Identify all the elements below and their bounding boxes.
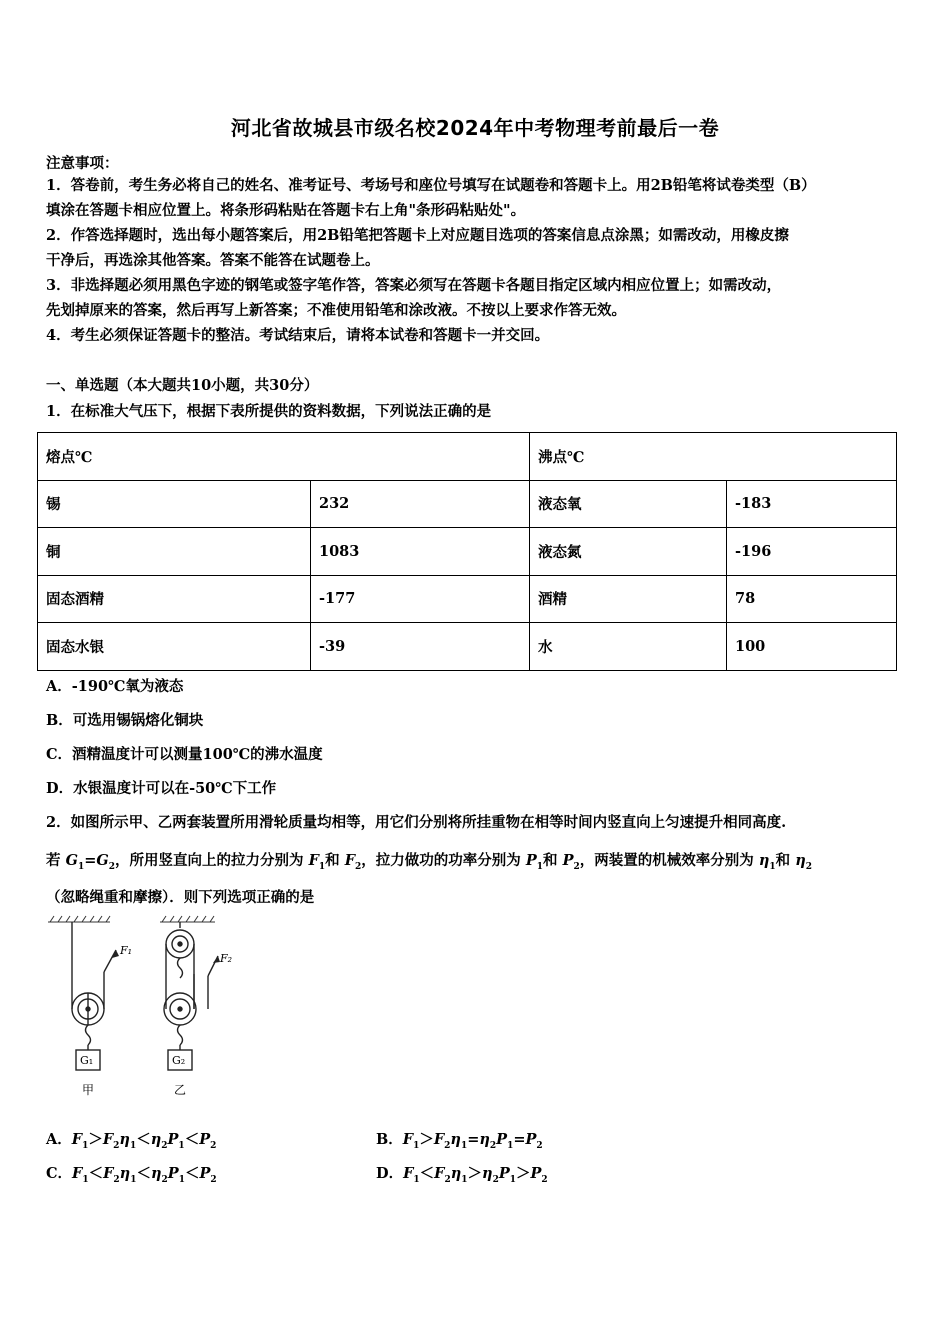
q2-option-b: B．$F_1>F_2\eta_1=\eta_2P_1=P_2$ [376, 1131, 543, 1151]
header-melting: 熔点℃ [38, 433, 530, 481]
table-cell: 100 [727, 623, 897, 671]
caption-b: 乙 [174, 1083, 187, 1097]
page-title: 河北省故城县市级名校2024年中考物理考前最后一卷 [230, 116, 720, 140]
note-line: 填涂在答题卡相应位置上。将条形码粘贴在答题卡右上角"条形码粘贴处"。 [46, 202, 526, 219]
pulley-b [164, 922, 218, 1070]
q2-option-c: C．$F_1<F_2\eta_1<\eta_2P_1<P_2$ [46, 1165, 217, 1185]
table-row [38, 575, 897, 623]
label-f2: F₂ [220, 952, 233, 965]
q1-option-a: A．-190℃氧为液态 [46, 678, 184, 695]
table-cell: 232 [311, 480, 530, 528]
q1-option-c: C．酒精温度计可以测量100℃的沸水温度 [46, 746, 323, 763]
table-cell: 锡 [38, 480, 311, 528]
table-cell: 1083 [311, 528, 530, 576]
q1-option-d: D．水银温度计可以在-50℃下工作 [46, 780, 277, 797]
header-boiling: 沸点℃ [530, 433, 897, 481]
table-cell: -196 [727, 528, 897, 576]
weight-g1: G₁ [80, 1054, 94, 1067]
table-row [38, 623, 897, 671]
weight-g2: G₂ [172, 1054, 186, 1067]
pulley-a [72, 922, 116, 1070]
table-cell: 液态氧 [530, 480, 727, 528]
pulley-figure [40, 914, 240, 1104]
section-heading: 一、单选题（本大题共10小题，共30分） [46, 377, 319, 394]
note-line: 干净后，再选涂其他答案。答案不能答在试题卷上。 [46, 252, 380, 269]
table-row [38, 528, 897, 576]
table-cell: 酒精 [530, 575, 727, 623]
data-table [37, 432, 897, 671]
table-cell: 固态水银 [38, 623, 311, 671]
table-cell: -177 [311, 575, 530, 623]
q1-option-b: B．可选用锡锅熔化铜块 [46, 712, 204, 729]
table-cell: 78 [727, 575, 897, 623]
q1-stem: 1．在标准大气压下，根据下表所提供的资料数据，下列说法正确的是 [46, 403, 492, 420]
note-line: 1．答卷前，考生务必将自己的姓名、准考证号、考场号和座位号填写在试题卷和答题卡上。用2B铅笔将试卷类型（B） [46, 177, 816, 194]
table-row [38, 480, 897, 528]
table-cell: 铜 [38, 528, 311, 576]
table-cell: -39 [311, 623, 530, 671]
q2-line3: （忽略绳重和摩擦）．则下列选项正确的是 [46, 889, 315, 906]
table-cell: 固态酒精 [38, 575, 311, 623]
table-header-row [38, 433, 897, 481]
table-cell: 水 [530, 623, 727, 671]
q2-option-a: A．$F_1>F_2\eta_1<\eta_2P_1<P_2$ [46, 1131, 217, 1151]
q2-line2: 若 $G_1=G_2$，所用竖直向上的拉力分别为 $F_1$和 $F_2$，拉力做功的功率分别为 $P_1$和 $P_2$，两装置的机械效率分别为 $\eta_1$和 $\eta_2$ [46, 852, 812, 872]
notes-heading: 注意事项： [46, 155, 119, 172]
note-line: 4．考生必须保证答题卡的整洁。考试结束后，请将本试卷和答题卡一并交回。 [46, 327, 550, 344]
q2-option-d: D．$F_1<F_2\eta_1>\eta_2P_1>P_2$ [376, 1165, 548, 1185]
ceiling [48, 916, 215, 922]
arrow-f2 [213, 956, 220, 963]
note-line: 先划掉原来的答案，然后再写上新答案；不准使用铅笔和涂改液。不按以上要求作答无效。 [46, 302, 626, 319]
label-f1: F₁ [120, 944, 133, 957]
caption-a: 甲 [82, 1083, 95, 1097]
note-line: 2．作答选择题时，选出每小题答案后，用2B铅笔把答题卡上对应题目选项的答案信息点涂黑；如需改动，用橡皮擦 [46, 227, 789, 244]
note-line: 3．非选择题必须用黑色字迹的钢笔或签字笔作答，答案必须写在答题卡各题目指定区域内相应位置上；如需改动， [46, 277, 782, 294]
table-cell: -183 [727, 480, 897, 528]
table-cell: 液态氮 [530, 528, 727, 576]
q2-line1: 2．如图所示甲、乙两套装置所用滑轮质量均相等，用它们分别将所挂重物在相等时间内竖直向上匀速提升相同高度. [46, 814, 787, 831]
